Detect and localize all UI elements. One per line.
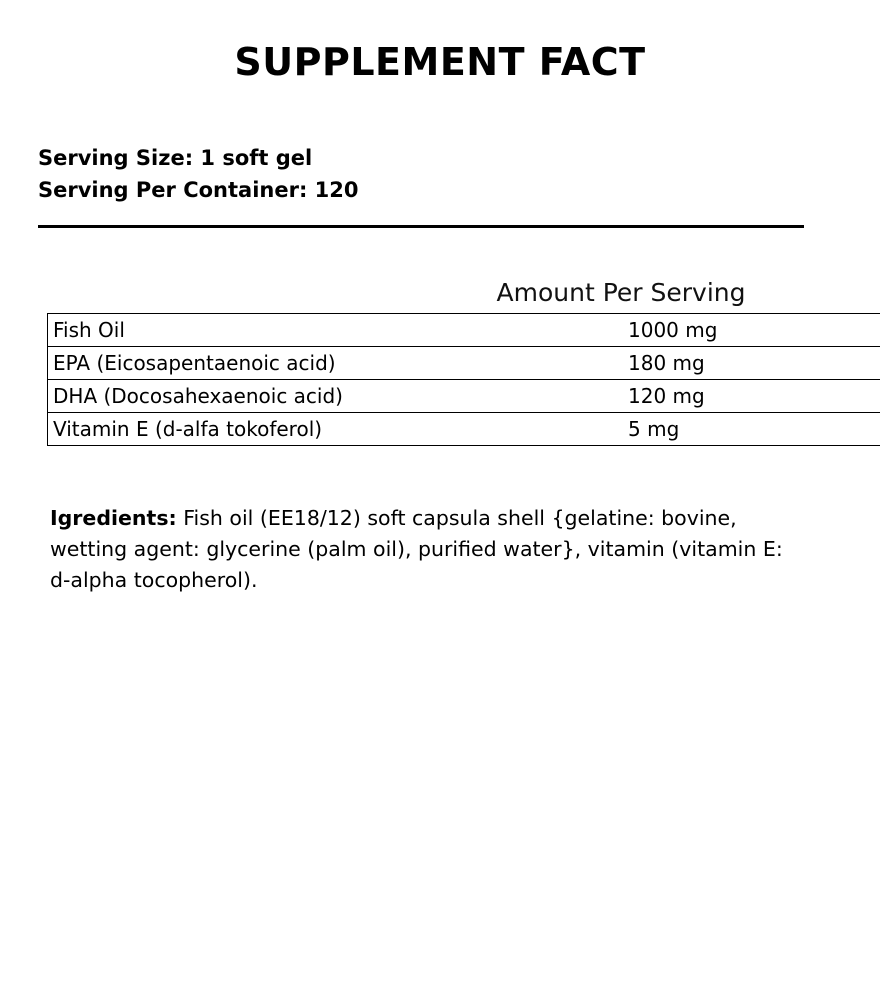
nutrient-amount: 180 mg bbox=[523, 347, 880, 380]
serving-per-container-line: Serving Per Container: 120 bbox=[38, 178, 359, 202]
nutrient-amount: 120 mg bbox=[523, 380, 880, 413]
ingredients-label: Igredients: bbox=[50, 505, 177, 530]
serving-info bbox=[38, 142, 804, 206]
nutrient-amount: 5 mg bbox=[523, 413, 880, 446]
amount-per-serving-header: Amount Per Serving bbox=[496, 278, 746, 307]
header-divider bbox=[38, 225, 804, 228]
nutrient-name: Vitamin E (d-alfa tokoferol) bbox=[48, 413, 524, 446]
page-title: SUPPLEMENT FACT bbox=[234, 40, 646, 84]
nutrient-name: EPA (Eicosapentaenoic acid) bbox=[48, 347, 524, 380]
ingredients-paragraph bbox=[50, 503, 790, 596]
table-row bbox=[48, 380, 880, 413]
table-row bbox=[48, 314, 880, 347]
table-row bbox=[48, 347, 880, 380]
table-row bbox=[48, 413, 880, 446]
nutrient-name: Fish Oil bbox=[48, 314, 524, 347]
ingredients-text: Fish oil (EE18/12) soft capsula shell {gelatine: bovine, wetting agent: glycerine (palm oil), purified water}, vitamin (vitamin E: d-alpha tocopherol). bbox=[50, 505, 783, 592]
serving-size-line: Serving Size: 1 soft gel bbox=[38, 146, 313, 170]
nutrition-table bbox=[47, 313, 880, 446]
nutrient-name: DHA (Docosahexaenoic acid) bbox=[48, 380, 524, 413]
nutrient-amount: 1000 mg bbox=[523, 314, 880, 347]
